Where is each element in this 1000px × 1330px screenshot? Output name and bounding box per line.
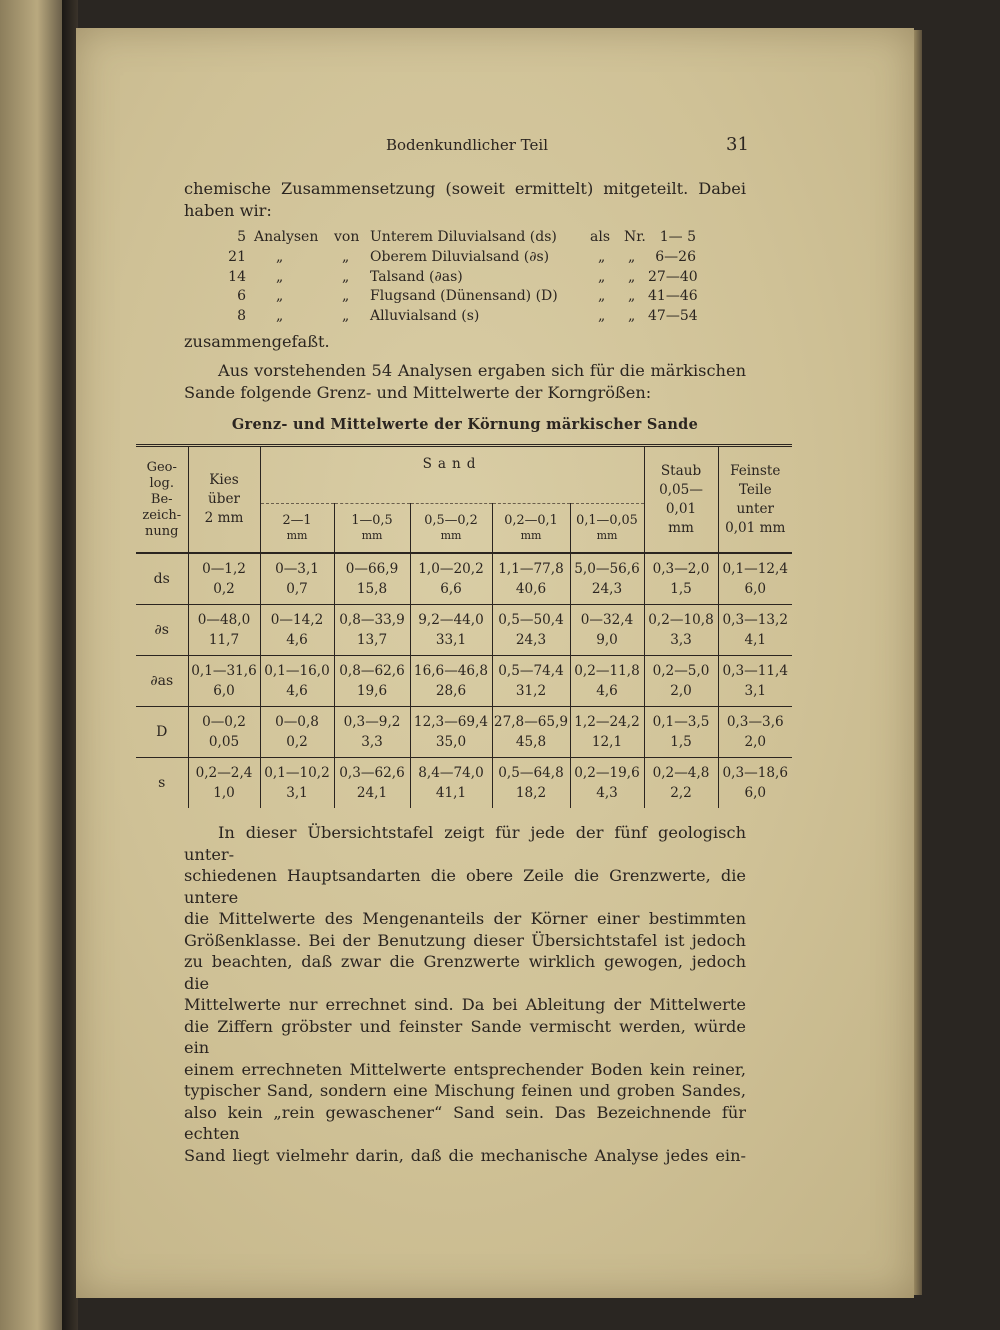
table-cell: [260, 605, 334, 656]
header-text: 0,1—0,05: [576, 513, 638, 528]
header-unit: mm: [361, 529, 383, 542]
table-cell: [334, 553, 410, 605]
listing-von: von: [334, 229, 360, 245]
listing-ditto: „: [628, 248, 636, 265]
row-label: ∂as: [136, 656, 188, 707]
text-line: die Mittelwerte des Mengenanteils der Körner einer bestimmten: [184, 909, 746, 928]
cell-limit: 0,3—11,4: [722, 663, 788, 679]
table-cell: [260, 656, 334, 707]
cell-limit: 0,3—13,2: [722, 612, 788, 628]
cell-mean: 15,8: [356, 581, 388, 597]
table-row: [136, 553, 792, 605]
listing-row: [216, 307, 716, 327]
header-unit: mm: [596, 529, 618, 542]
header-text: Staub: [660, 462, 702, 479]
table-cell: [718, 758, 792, 809]
cell-mean: 35,0: [435, 734, 467, 750]
header-text: Feinste: [730, 462, 781, 479]
row-label: ∂s: [136, 605, 188, 656]
table-cell: [188, 707, 260, 758]
table-cell: [410, 605, 492, 656]
listing-ditto: „: [342, 268, 350, 285]
cell-mean: 4,6: [286, 683, 308, 699]
cell-limit: 0,3—2,0: [652, 561, 710, 577]
table-cell: [260, 758, 334, 809]
cell-limit: 0,5—64,8: [498, 765, 564, 781]
listing-row: [216, 287, 716, 307]
cell-limit: 0,2—11,8: [574, 663, 640, 679]
cell-mean: 1,5: [670, 734, 692, 750]
table-row: [136, 656, 792, 707]
header-text: 0,2—0,1: [504, 513, 558, 528]
text-line: zu beachten, daß zwar die Grenzwerte wirklich gewogen, jedoch die: [184, 952, 746, 993]
text-line: haben wir:: [184, 200, 272, 220]
listing-row: [216, 268, 716, 288]
table-cell: [718, 656, 792, 707]
cell-mean: 40,6: [515, 581, 547, 597]
header-text: nung: [145, 523, 179, 539]
header-geolog: [136, 446, 188, 554]
cell-mean: 9,0: [596, 632, 618, 648]
cell-mean: 3,1: [286, 785, 308, 801]
table-cell: [188, 656, 260, 707]
header-text: 2 mm: [204, 510, 244, 526]
page-number: 31: [726, 134, 749, 155]
table-cell: [718, 605, 792, 656]
listing-analysen: Analysen: [254, 229, 319, 245]
listing-sand-type: Alluvialsand (s): [370, 308, 480, 325]
header-text: Kies: [209, 472, 239, 488]
cell-mean: 6,0: [213, 683, 235, 699]
listing-ditto: „: [598, 308, 606, 325]
cell-mean: 24,3: [591, 581, 623, 597]
table-cell: [644, 707, 718, 758]
header-unit: mm: [286, 529, 308, 542]
listing-ditto: „: [276, 308, 284, 325]
table-cell: [260, 707, 334, 758]
cell-mean: 2,0: [670, 683, 692, 699]
header-text: 0,05—0,01: [659, 481, 703, 517]
header-text: unter: [736, 500, 774, 517]
paragraph-analyses: [184, 360, 746, 403]
table-cell: [410, 707, 492, 758]
cell-limit: 0,5—74,4: [498, 663, 564, 679]
header-text: log.: [149, 475, 174, 491]
table-cell: [492, 707, 570, 758]
header-text: Teile: [738, 481, 772, 498]
table-cell: [492, 758, 570, 809]
table-cell: [188, 553, 260, 605]
cell-limit: 0,2—10,8: [648, 612, 714, 628]
listing-ditto: „: [342, 308, 350, 325]
table-cell: [410, 758, 492, 809]
listing-ditto: „: [628, 308, 636, 325]
cell-mean: 6,0: [744, 581, 767, 597]
cell-mean: 3,3: [361, 734, 383, 750]
text-line: chemische Zusammensetzung (soweit ermittelt) mitgeteilt. Dabei: [184, 179, 746, 198]
cell-limit: 0,2—19,6: [574, 765, 640, 781]
cell-mean: 31,2: [515, 683, 547, 699]
listing-ditto: „: [276, 288, 284, 305]
listing-range: 27—40: [648, 268, 698, 285]
cell-limit: 0,5—50,4: [498, 612, 564, 628]
listing-ditto: „: [598, 288, 606, 305]
table-row: [136, 605, 792, 656]
cell-limit: 0,2—5,0: [652, 663, 710, 679]
cell-mean: 19,6: [356, 683, 388, 699]
header-text: mm: [668, 519, 694, 536]
cell-limit: 1,2—24,2: [574, 714, 640, 730]
listing-ditto: „: [342, 288, 350, 305]
cell-limit: 0,1—12,4: [722, 561, 788, 577]
header-text: 1—0,5: [351, 513, 393, 528]
table-cell: [644, 553, 718, 605]
cell-mean: 41,1: [435, 785, 467, 801]
cell-limit: 0,1—16,0: [264, 663, 330, 679]
cell-mean: 0,05: [208, 734, 240, 750]
table-cell: [644, 656, 718, 707]
cell-mean: 13,7: [356, 632, 388, 648]
cell-limit: 0—66,9: [345, 561, 399, 577]
header-sand-05-02: [410, 504, 492, 554]
table-cell: [410, 656, 492, 707]
header-kies: [188, 446, 260, 554]
cell-limit: 0—0,2: [202, 714, 246, 730]
cell-limit: 0,8—33,9: [339, 612, 405, 628]
cell-limit: 0,2—4,8: [652, 765, 710, 781]
listing-sand-type: Unterem Diluvialsand (ds): [370, 229, 557, 245]
listing-conclusion: [184, 331, 746, 353]
table-cell: [570, 707, 644, 758]
table-cell: [334, 656, 410, 707]
cell-mean: 1,0: [213, 785, 235, 801]
cell-limit: 0,1—3,5: [652, 714, 710, 730]
table-cell: [334, 605, 410, 656]
cell-mean: 0,2: [213, 581, 235, 597]
running-head: [76, 136, 914, 166]
header-text: Be-: [150, 491, 173, 507]
analysis-listing: [216, 228, 716, 327]
cell-limit: 9,2—44,0: [418, 612, 484, 628]
listing-ditto: „: [276, 248, 284, 265]
cell-mean: 1,5: [670, 581, 692, 597]
cell-limit: 0,1—31,6: [191, 663, 257, 679]
text-line: schiedenen Hauptsandarten die obere Zeile die Grenzwerte, die untere: [184, 866, 746, 907]
text-line: Sande folgende Grenz- und Mittelwerte der Korngrößen:: [184, 382, 652, 402]
header-sand: Sand: [260, 446, 644, 504]
cell-mean: 0,2: [286, 734, 308, 750]
header-text: zeich-: [142, 507, 182, 523]
listing-count: 8: [237, 308, 246, 325]
cell-mean: 45,8: [515, 734, 547, 750]
text-line: Sand liegt vielmehr darin, daß die mechanische Analyse jedes ein-: [184, 1145, 746, 1165]
cell-mean: 0,7: [286, 581, 308, 597]
listing-range: 6—26: [655, 248, 696, 265]
cell-mean: 33,1: [435, 632, 467, 648]
table-cell: [718, 707, 792, 758]
listing-row: [216, 248, 716, 268]
cell-mean: 3,3: [670, 632, 692, 648]
text-line: typischer Sand, sondern eine Mischung feinen und groben Sandes,: [184, 1081, 746, 1100]
row-label: D: [136, 707, 188, 758]
cell-mean: 11,7: [208, 632, 240, 648]
table-cell: [334, 758, 410, 809]
cell-mean: 4,6: [286, 632, 308, 648]
listing-sand-type: Talsand (∂as): [370, 268, 463, 285]
cell-limit: 0—1,2: [202, 561, 246, 577]
text-line: die Ziffern gröbster und feinster Sande vermischt werden, würde ein: [184, 1016, 746, 1057]
listing-nr: Nr.: [624, 229, 646, 245]
cell-mean: 6,0: [744, 785, 767, 801]
cell-mean: 3,1: [744, 683, 767, 699]
header-sand-01-005: [570, 504, 644, 554]
header-sand-2-1: [260, 504, 334, 554]
table-cell: [644, 758, 718, 809]
text-line: Größenklasse. Bei der Benutzung dieser Übersichtstafel ist jedoch: [184, 930, 746, 950]
listing-ditto: „: [598, 248, 606, 265]
listing-ditto: „: [276, 268, 284, 285]
header-sand-1-05: [334, 504, 410, 554]
text-line: also kein „rein gewaschener“ Sand sein. Das Bezeichnende für echten: [184, 1102, 746, 1143]
cell-limit: 0,3—9,2: [343, 714, 401, 730]
table-cell: [188, 605, 260, 656]
left-page-edge: [0, 0, 62, 1330]
cell-limit: 0—0,8: [275, 714, 319, 730]
header-sand-02-01: [492, 504, 570, 554]
book-page: [76, 28, 914, 1298]
listing-ditto: „: [628, 288, 636, 305]
table-cell: [570, 605, 644, 656]
table-cell: [188, 758, 260, 809]
grain-size-table: [136, 444, 792, 808]
cell-limit: 12,3—69,4: [413, 714, 489, 730]
header-text: über: [208, 491, 240, 507]
cell-mean: 4,3: [596, 785, 618, 801]
table-cell: [644, 605, 718, 656]
cell-limit: 0,8—62,6: [339, 663, 405, 679]
table-cell: [570, 656, 644, 707]
header-text: Geo-: [146, 459, 177, 475]
table-title: Grenz- und Mittelwerte der Körnung märkischer Sande: [231, 416, 699, 433]
header-text: 0,5—0,2: [424, 513, 478, 528]
cell-mean: 6,6: [440, 581, 462, 597]
text-line: zusammengefaßt.: [184, 332, 330, 351]
header-feinste: [718, 446, 792, 554]
table-cell: [260, 553, 334, 605]
cell-limit: 0—3,1: [275, 561, 319, 577]
listing-row: [216, 228, 716, 248]
cell-limit: 0,1—10,2: [264, 765, 330, 781]
cell-limit: 0,3—3,6: [726, 714, 784, 730]
cell-limit: 0—32,4: [580, 612, 634, 628]
listing-sand-type: Oberem Diluvialsand (∂s): [370, 248, 550, 265]
listing-sand-type: Flugsand (Dünensand) (D): [370, 288, 558, 305]
listing-count: 21: [228, 248, 246, 265]
cell-mean: 24,1: [356, 785, 388, 801]
cell-limit: 0—48,0: [197, 612, 251, 628]
listing-count: 6: [237, 288, 246, 305]
table-cell: [570, 758, 644, 809]
cell-mean: 2,2: [670, 785, 692, 801]
header-text: 2—1: [282, 513, 312, 528]
listing-ditto: „: [342, 248, 350, 265]
text-line: In dieser Übersichtstafel zeigt für jede der fünf geologisch unter-: [184, 823, 746, 864]
cell-limit: 1,0—20,2: [418, 561, 484, 577]
header-unit: mm: [440, 529, 462, 542]
cell-limit: 8,4—74,0: [418, 765, 484, 781]
cell-mean: 28,6: [435, 683, 467, 699]
paragraph-explanation: [184, 822, 746, 1166]
cell-mean: 4,1: [744, 632, 767, 648]
table-cell: [492, 553, 570, 605]
row-label: ds: [136, 553, 188, 605]
cell-limit: 16,6—46,8: [413, 663, 489, 679]
cell-mean: 12,1: [591, 734, 623, 750]
table-cell: [570, 553, 644, 605]
listing-ditto: „: [628, 268, 636, 285]
header-text: 0,01 mm: [725, 519, 786, 536]
cell-limit: 1,1—77,8: [498, 561, 564, 577]
cell-mean: 2,0: [744, 734, 767, 750]
paragraph-intro: [184, 178, 746, 221]
cell-limit: 0,3—62,6: [339, 765, 405, 781]
table-row: [136, 758, 792, 809]
header-unit: mm: [520, 529, 542, 542]
text-line: einem errechneten Mittelwerte entsprechender Boden kein reiner,: [184, 1059, 746, 1079]
cell-mean: 18,2: [515, 785, 547, 801]
table-cell: [410, 553, 492, 605]
row-label: s: [158, 775, 166, 791]
listing-count: 5: [237, 229, 246, 245]
listing-range: 41—46: [648, 288, 698, 305]
listing-range: 47—54: [648, 308, 698, 325]
cell-limit: 0—14,2: [270, 612, 324, 628]
listing-count: 14: [228, 268, 246, 285]
table-cell: [492, 605, 570, 656]
listing-ditto: „: [598, 268, 606, 285]
table-cell: [334, 707, 410, 758]
header-staub: [644, 446, 718, 554]
table-cell: [492, 656, 570, 707]
cell-limit: 5,0—56,6: [574, 561, 640, 577]
text-line: Mittelwerte nur errechnet sind. Da bei Ableitung der Mittelwerte: [184, 995, 746, 1014]
listing-range: 1— 5: [659, 229, 696, 245]
cell-limit: 0,2—2,4: [195, 765, 253, 781]
cell-mean: 4,6: [596, 683, 618, 699]
cell-mean: 24,3: [515, 632, 547, 648]
running-head-title: Bodenkundlicher Teil: [386, 136, 548, 154]
cell-limit: 0,3—18,6: [722, 765, 788, 781]
table-row: [136, 707, 792, 758]
listing-als: als: [590, 229, 611, 245]
table-cell: [718, 553, 792, 605]
cell-limit: 27,8—65,9: [493, 714, 569, 730]
text-line: Aus vorstehenden 54 Analysen ergaben sich für die märkischen: [218, 361, 746, 380]
